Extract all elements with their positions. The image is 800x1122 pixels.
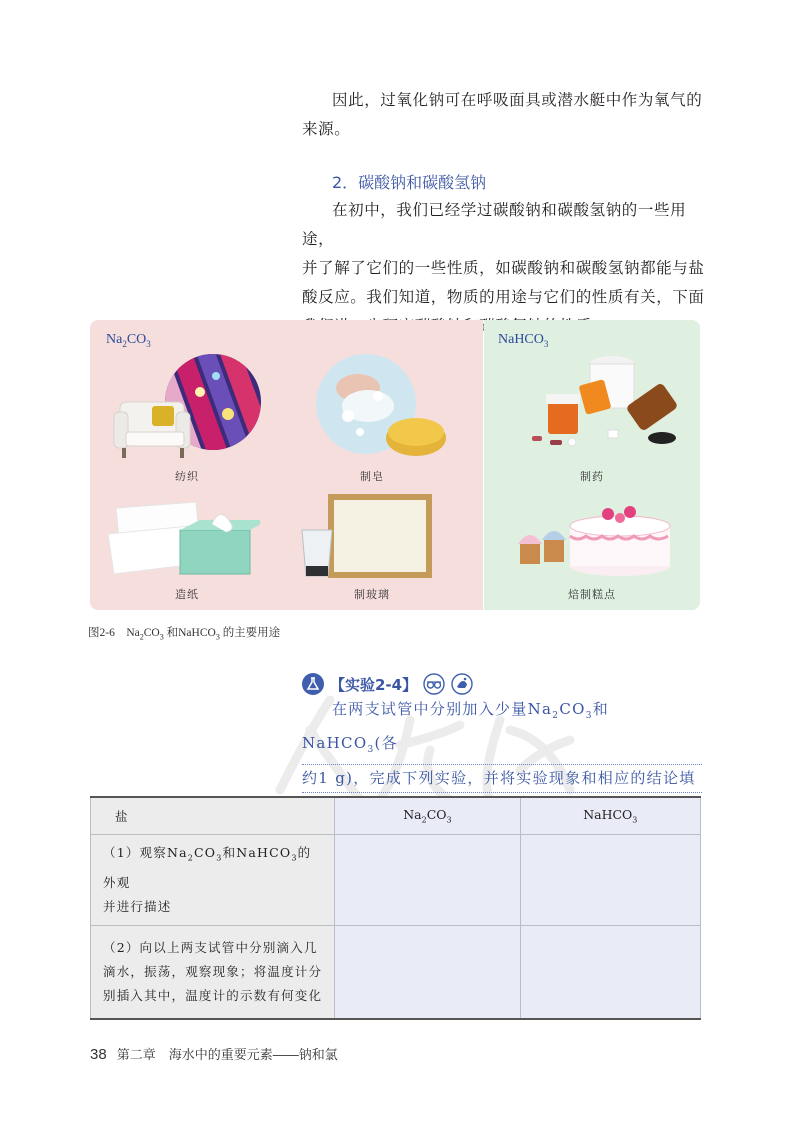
row1-na2co3-cell[interactable] (335, 835, 520, 926)
paper-image (100, 494, 260, 580)
soap-image (312, 352, 452, 464)
experiment-line: 约1 g)，完成下列实验，并将实验现象和相应的结论填 (302, 765, 702, 793)
caption-paper: 造纸 (175, 588, 199, 601)
safety-goggles-icon (423, 673, 445, 695)
header-salt: 盐 (91, 797, 335, 835)
na2co3-label: $Na_2CO_3$ (106, 332, 151, 349)
table-row (91, 925, 701, 1019)
caption-medicine: 制药 (580, 470, 604, 483)
textile-image (108, 352, 268, 464)
row1-nahco3-cell[interactable] (520, 835, 700, 926)
row1-description: （1）观察$Na_2CO_3$和NaHCO$_3$的外观 并进行描述 (91, 835, 335, 926)
intro-line: 来源。 (302, 120, 351, 138)
header-na2co3: $Na_2CO_3$ (335, 797, 520, 835)
experiment-title: 【实验2-4】 (330, 675, 418, 694)
flask-icon (302, 673, 324, 695)
para-line: 在初中，我们已经学过碳酸钠和碳酸氢钠的一些用途， (302, 201, 687, 248)
header-nahco3: NaHCO$_3$ (520, 797, 700, 835)
nahco3-label: NaHCO$_3$ (498, 332, 549, 349)
medicine-image (512, 352, 682, 452)
caption-glass: 制玻璃 (354, 588, 390, 601)
row2-nahco3-cell[interactable] (520, 925, 700, 1019)
experiment-header (302, 672, 473, 696)
para-line: 并了解了它们的一些性质，如碳酸钠和碳酸氢钠都能与盐 (302, 259, 705, 277)
row2-description: （2）向以上两支试管中分别滴入几 滴水，振荡，观察现象；将温度计分 别插入其中，温度计的示数有何变化 (91, 925, 335, 1019)
caption-textile: 纺织 (175, 470, 199, 483)
table-header-row (91, 797, 701, 835)
table-row (91, 835, 701, 926)
page-number: 38 (90, 1046, 107, 1063)
caption-pastry: 焙制糕点 (568, 588, 616, 601)
pastry-image (508, 500, 678, 580)
para-line: 酸反应。我们知道，物质的用途与它们的性质有关，下面 (302, 288, 705, 306)
experiment-table (90, 796, 701, 1020)
hand-wash-icon (451, 673, 473, 695)
chapter-title: 第二章 海水中的重要元素——钠和氯 (116, 1047, 338, 1062)
caption-soap: 制皂 (360, 470, 384, 483)
glass-image (298, 490, 438, 582)
intro-line: 因此，过氧化钠可在呼吸面具或潜水艇中作为氧气的 (332, 91, 703, 109)
figure-caption: 图2-6 $Na_2CO_3$ 和NaHCO$_3$ 的主要用途 (88, 627, 281, 642)
intro-paragraph (302, 86, 712, 144)
row2-na2co3-cell[interactable] (335, 925, 520, 1019)
experiment-line: 在两支试管中分别加入少量$Na_2CO_3$和NaHCO$_3$(各 (302, 696, 702, 765)
page-footer (90, 1044, 338, 1063)
section-title: 2．碳酸钠和碳酸氢钠 (332, 173, 487, 192)
